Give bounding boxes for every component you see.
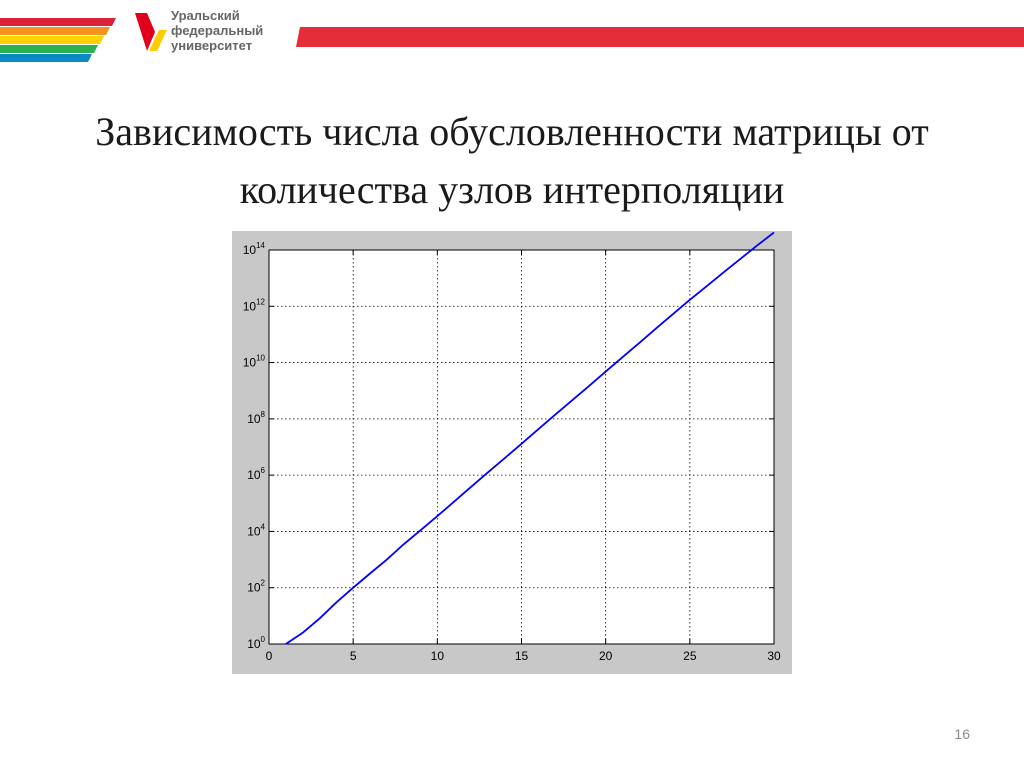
y-tick-label: $10^{10}$ [242,353,265,370]
university-name [171,8,263,53]
x-tick-label: 0 [265,649,273,663]
x-tick-label: 15 [514,649,529,663]
stripe-1 [0,18,116,26]
condition-number-chart [232,231,792,674]
x-tick-label: 25 [683,649,697,663]
stripe-3 [0,36,104,44]
university-name-line-3: университет [171,38,253,53]
stripe-2 [0,27,110,35]
university-logo-icon [133,10,169,54]
slide-title-line-1: Зависимость числа обусловленности матрицы от [95,109,929,154]
y-tick-label: $10^2$ [247,578,265,595]
university-name-line-1: Уральский [171,8,240,23]
y-tick-label: $10^{12}$ [242,297,265,314]
y-tick-label: $10^8$ [247,409,265,426]
x-tick-label: 30 [767,649,781,663]
y-tick-label: $10^6$ [247,466,265,483]
y-tick-label: $10^{14}$ [242,241,265,257]
stripe-4 [0,45,98,53]
university-name-line-2: федеральный [171,23,264,38]
slide-title [0,103,1024,219]
slide-number: 16 [954,726,970,742]
x-tick-label: 5 [349,649,357,663]
right-red-stripe [296,27,1024,47]
slide-title-line-2: количества узлов интерполяции [239,167,785,212]
y-tick-label: $10^4$ [247,522,265,539]
left-multicolor-stripes [0,18,116,62]
x-tick-label: 10 [430,649,445,663]
y-tick-label: $10^0$ [247,635,265,651]
stripe-5 [0,54,92,62]
x-tick-label: 20 [598,649,613,663]
